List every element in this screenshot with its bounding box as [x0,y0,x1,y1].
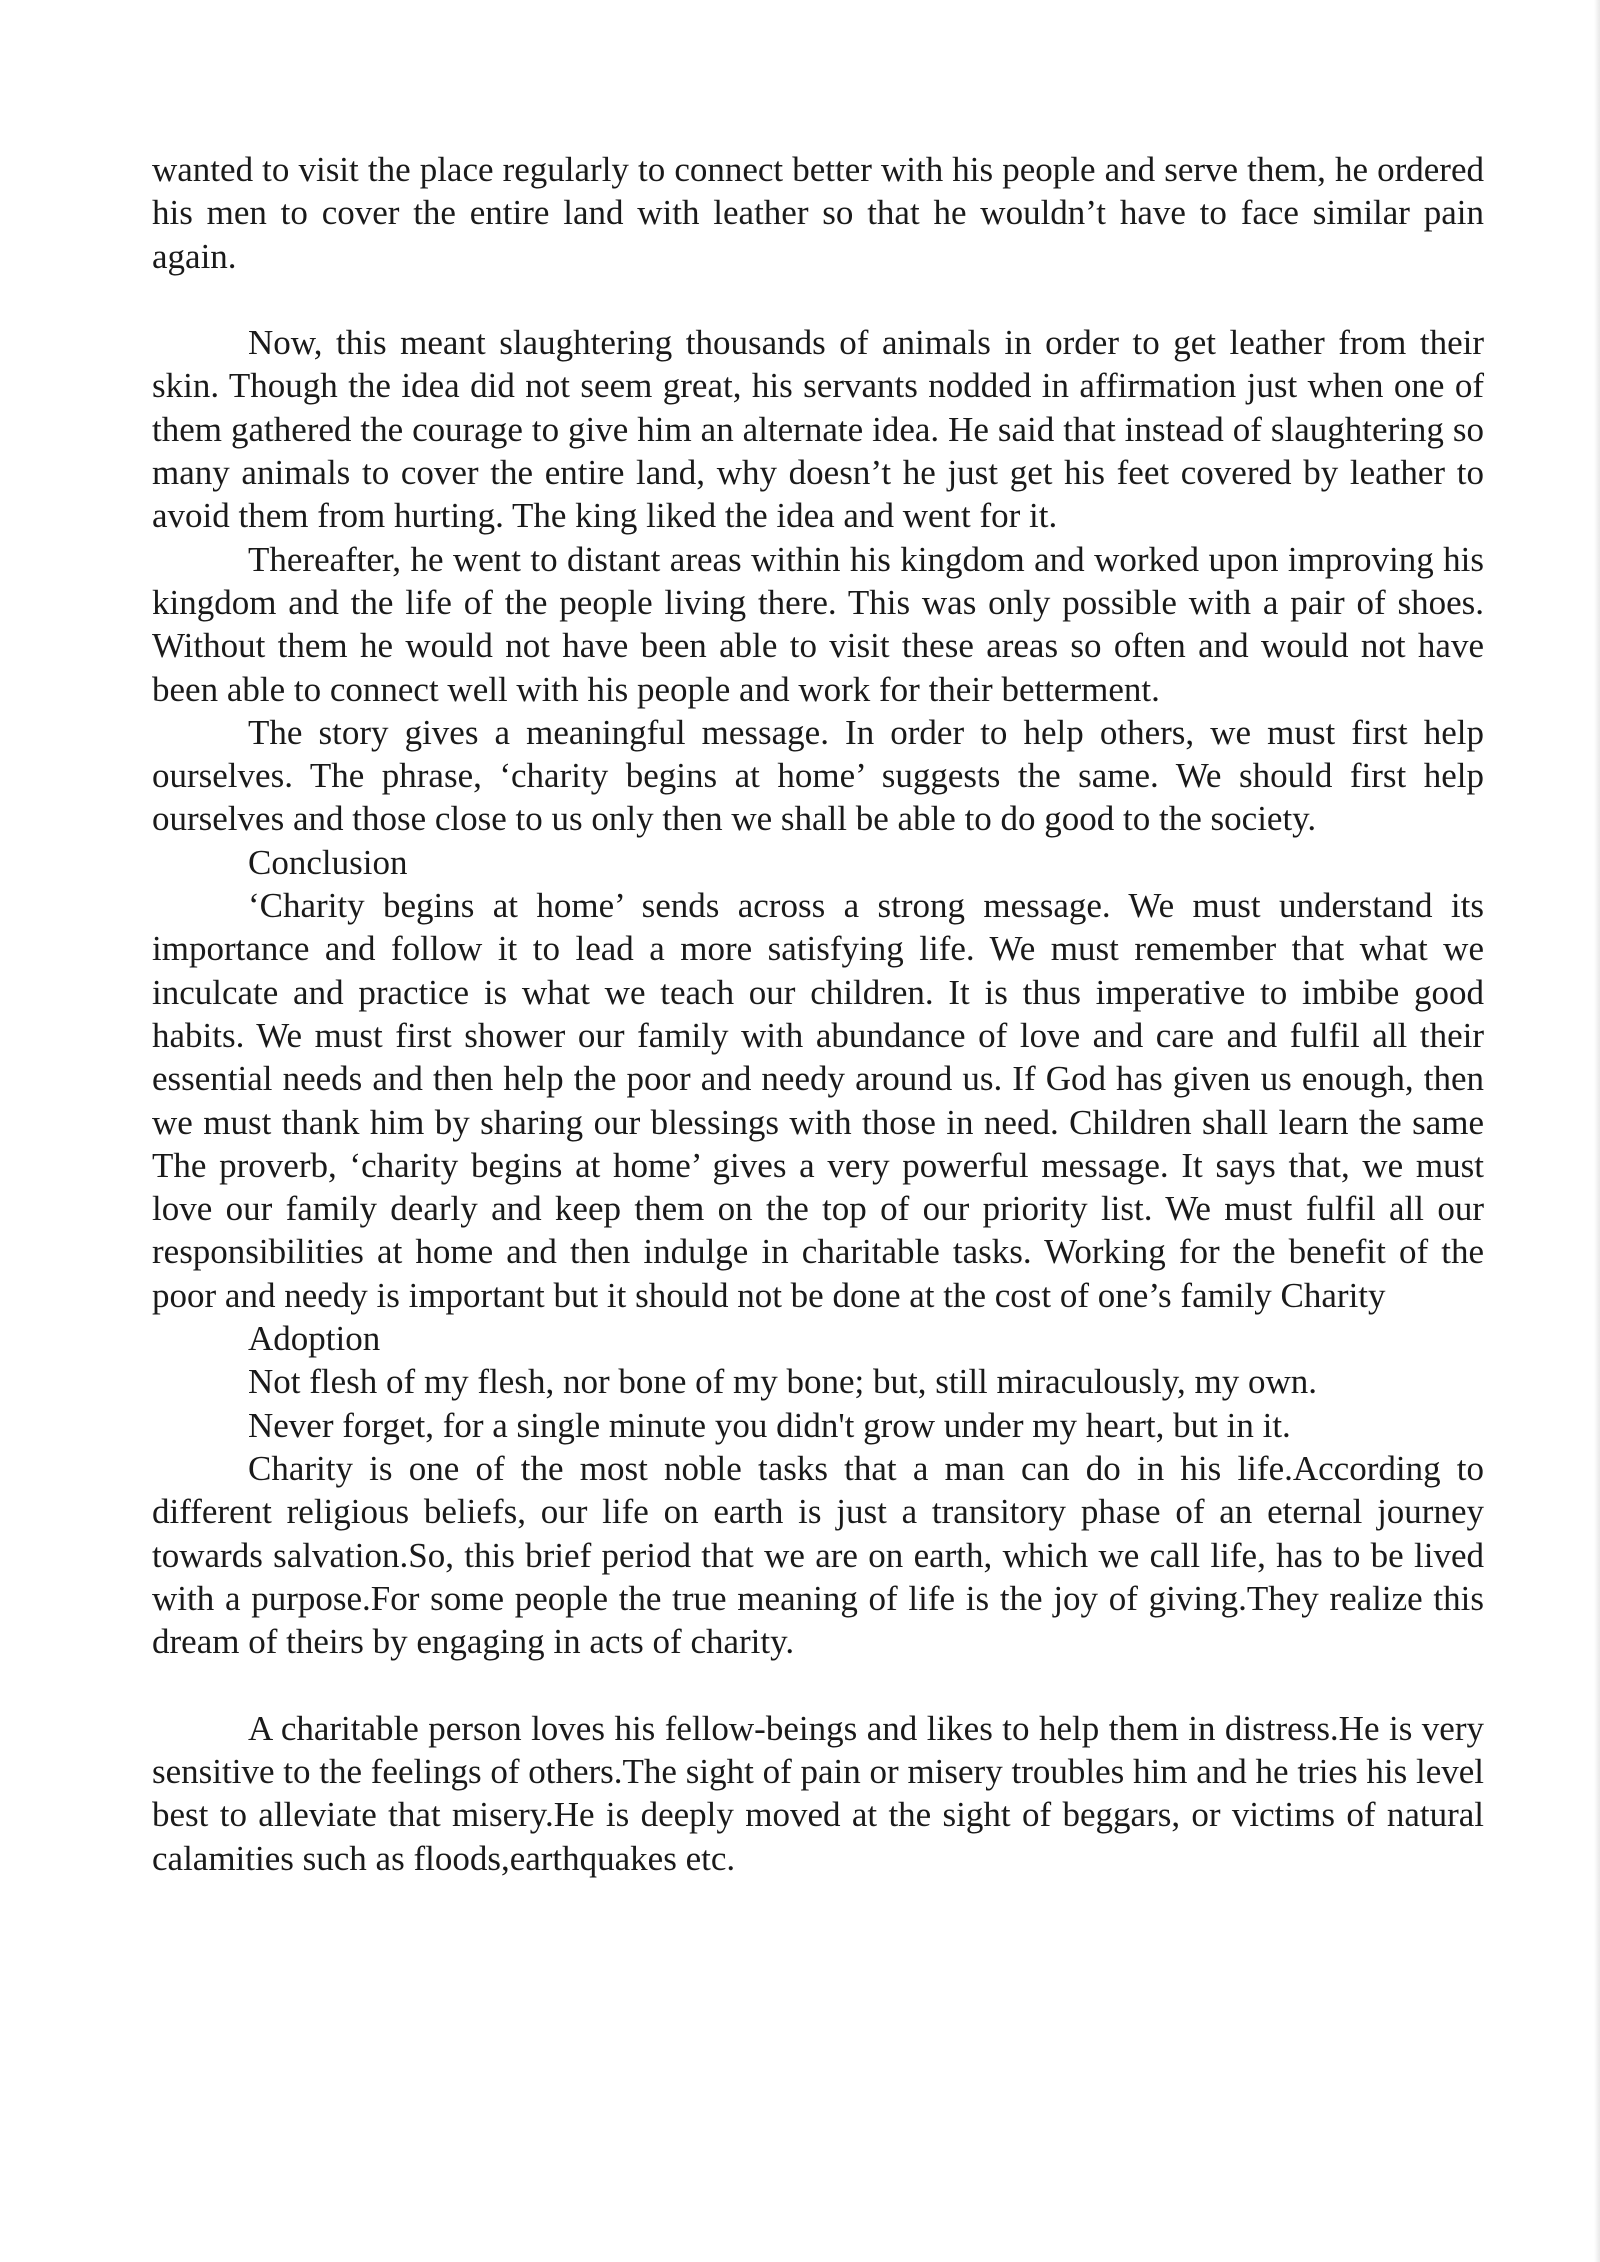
paragraph-story-message: The story gives a meaningful message. In order to help others, we must first help ourselves. The phrase, ‘charity begins at home’ suggests the same. We should first help ourselves and those close to us only then we shall be able to do good to the society. [152,712,1484,839]
conclusion-heading: Conclusion [248,842,408,882]
adoption-heading: Adoption [248,1319,381,1359]
paragraph-story-continuation: wanted to visit the place regularly to connect better with his people and serve them, he ordered his men to cover the entire land with leather so that he wouldn’t have to face similar pain again. [152,150,1484,276]
adoption-quote-1: Not flesh of my flesh, nor bone of my bone; but, still miraculously, my own. [248,1362,1317,1402]
page-edge-shadow [1594,0,1600,2262]
adoption-quote-2: Never forget, for a single minute you didn't grow under my heart, but in it. [248,1405,1291,1445]
paragraph-charitable-person: A charitable person loves his fellow-beings and likes to help them in distress.He is very sensitive to the feelings of others.The sight of pain or misery troubles him and he tries his level best to alleviate that misery.He is deeply moved at the sight of beggars, or victims of natural calamities such as floods,earthquakes etc. [152,1708,1484,1878]
paragraph-slaughtering-animals: Now, this meant slaughtering thousands of animals in order to get leather from their skin. Though the idea did not seem great, his servants nodded in affirmation just when one of them gathered the courage to give him an alternate idea. He said that instead of slaughtering so many animals to cover the entire land, why doesn’t he just get his feet covered by leather to avoid them from hurting. The king liked the idea and went for it. [152,323,1484,536]
paragraph-distant-areas: Thereafter, he went to distant areas within his kingdom and worked upon improving his kingdom and the life of the people living there. This was only possible with a pair of shoes. Without them he would not have been able to visit these areas so often and would not have been able to connect well with his people and work for their betterment. [152,539,1484,709]
document-page [152,148,1484,1880]
paragraph-conclusion: ‘Charity begins at home’ sends across a strong message. We must understand its importance and follow it to lead a more satisfying life. We must remember that what we inculcate and practice is what we teach our children. It is thus imperative to imbibe good habits. We must first shower our family with abundance of love and care and fulfil all their essential needs and then help the poor and needy around us. If God has given us enough, then we must thank him by sharing our blessings with those in need. Children shall learn the same The proverb, ‘charity begins at home’ gives a very powerful message. It says that, we must love our family dearly and keep them on the top of our priority list. We must fulfil all our responsibilities at home and then indulge in charitable tasks. Working for the benefit of the poor and needy is important but it should not be done at the cost of one’s family Charity [152,886,1484,1315]
paragraph-charity-noble: Charity is one of the most noble tasks that a man can do in his life.According to different religious beliefs, our life on earth is just a transitory phase of an eternal journey towards salvation.So, this brief period that we are on earth, which we call life, has to be lived with a purpose.For some people the true meaning of life is the joy of giving.They realize this dream of theirs by engaging in acts of charity. [152,1448,1484,1662]
